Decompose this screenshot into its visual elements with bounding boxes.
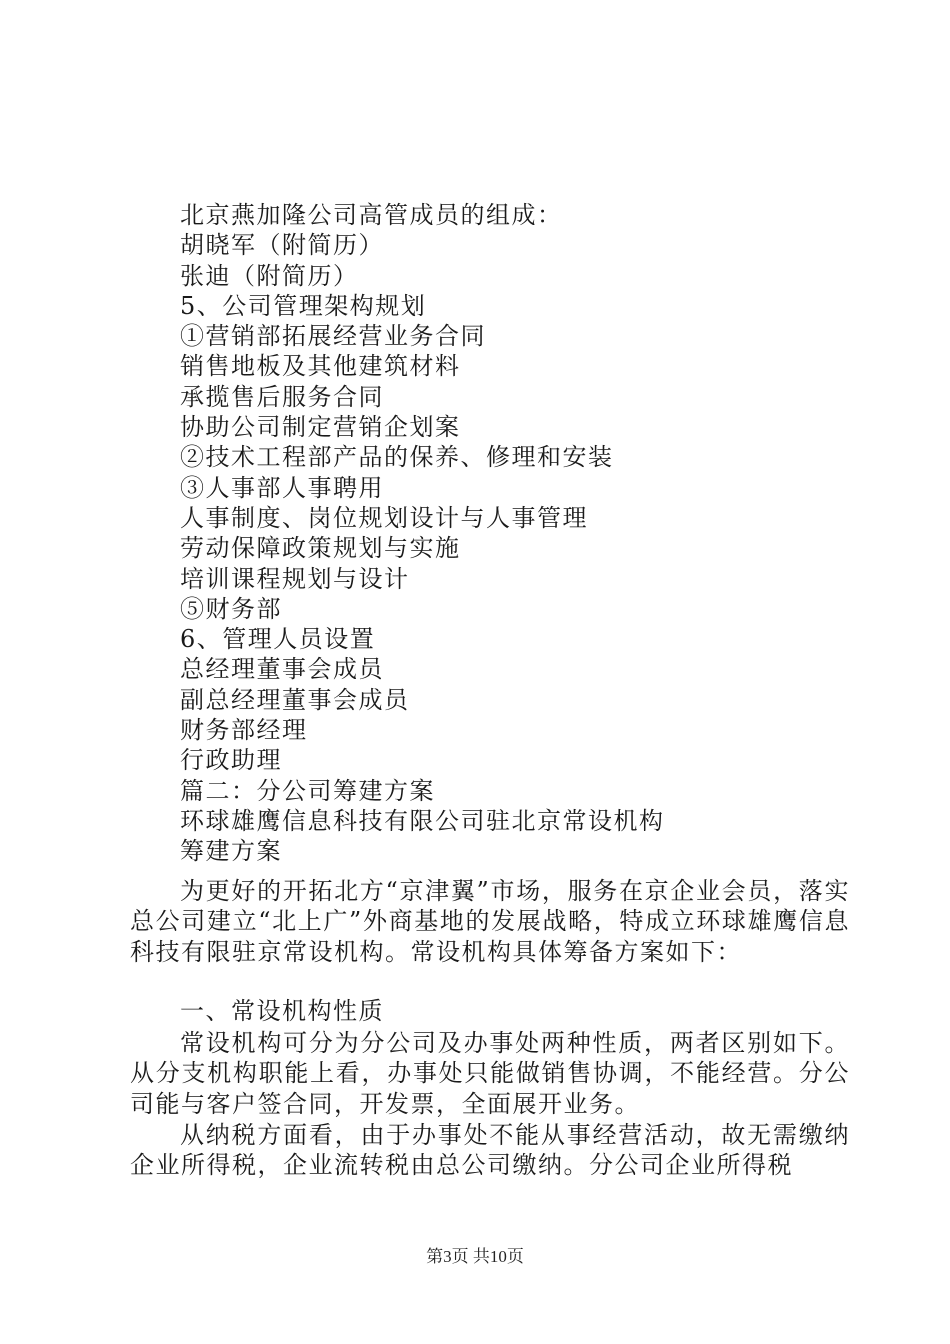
- text-line: 篇二：分公司筹建方案: [180, 776, 435, 805]
- text-line: ②技术工程部产品的保养、修理和安装: [180, 443, 614, 472]
- text-line: 胡晓军（附简历）: [180, 231, 384, 260]
- text-line: 培训课程规划与设计: [180, 564, 410, 593]
- text-line: 行政助理: [180, 746, 282, 775]
- text-line: 总经理董事会成员: [180, 655, 384, 684]
- text-line: ①营销部拓展经营业务合同: [180, 322, 486, 351]
- text-line: 5、公司管理架构规划: [180, 291, 427, 320]
- text-line: 人事制度、岗位规划设计与人事管理: [180, 503, 588, 532]
- section-heading: 一、常设机构性质: [180, 997, 384, 1025]
- text-line: 张迪（附简历）: [180, 261, 359, 290]
- intro-paragraph: 为更好的开拓北方“京津翼”市场，服务在京企业会员，落实总公司建立“北上广”外商基地的发展战略，特成立环球雄鹰信息科技有限驻京常设机构。常设机构具体筹备方案如下：: [130, 877, 850, 966]
- text-line: 环球雄鹰信息科技有限公司驻北京常设机构: [180, 806, 665, 835]
- text-line: 北京燕加隆公司高管成员的组成：: [180, 201, 563, 229]
- outline-lines: [180, 200, 860, 867]
- text-line: 劳动保障政策规划与实施: [180, 534, 461, 563]
- text-line: ③人事部人事聘用: [180, 473, 384, 502]
- text-line: 副总经理董事会成员: [180, 685, 410, 714]
- text-line: 承揽售后服务合同: [180, 382, 384, 411]
- text-line: 6、管理人员设置: [180, 625, 376, 654]
- text-line: 筹建方案: [180, 837, 282, 866]
- text-line: 销售地板及其他建筑材料: [180, 352, 461, 381]
- nature-paragraph: 常设机构可分为分公司及办事处两种性质，两者区别如下。从分支机构职能上看，办事处只能做销售协调，不能经营。分公司能与客户签合同，开发票，全面展开业务。: [130, 1029, 850, 1118]
- page-footer: 第3页 共10页: [426, 1247, 524, 1266]
- text-line: ⑤财务部: [180, 594, 282, 623]
- text-line: 协助公司制定营销企划案: [180, 413, 461, 442]
- tax-paragraph: 从纳税方面看，由于办事处不能从事经营活动，故无需缴纳企业所得税，企业流转税由总公司缴纳。分公司企业所得税: [130, 1121, 850, 1180]
- text-line: 财务部经理: [180, 716, 308, 745]
